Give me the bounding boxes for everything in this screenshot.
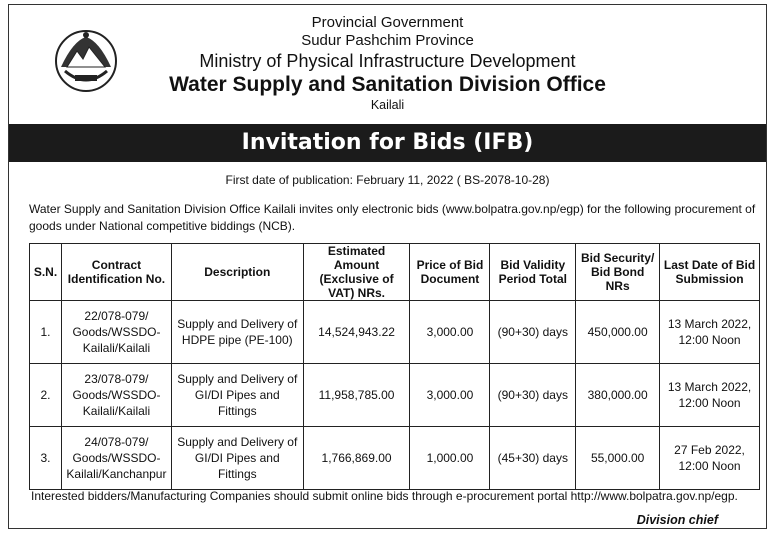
- column-header: S.N.: [30, 244, 62, 301]
- footer-note: Interested bidders/Manufacturing Companies should submit online bids through e-procurement portal http://www.bolpatra.gov.np/egp.: [31, 489, 738, 503]
- table-row: [30, 364, 760, 427]
- table-row: [30, 301, 760, 364]
- header: [9, 13, 766, 112]
- table-cell: 1,766,869.00: [303, 427, 410, 490]
- column-header: Description: [171, 244, 303, 301]
- table-cell: 3,000.00: [410, 364, 490, 427]
- table-cell: 24/078-079/ Goods/WSSDO- Kailali/Kanchanpur: [61, 427, 171, 490]
- table-header-row: [30, 244, 760, 301]
- table-cell: 380,000.00: [576, 364, 660, 427]
- title-banner: Invitation for Bids (IFB): [9, 124, 766, 162]
- table-cell: 450,000.00: [576, 301, 660, 364]
- table-cell: 13 March 2022, 12:00 Noon: [660, 301, 760, 364]
- publication-date: First date of publication: February 11, 2022 ( BS-2078-10-28): [225, 173, 550, 187]
- table-cell: (90+30) days: [490, 301, 576, 364]
- table-cell: 2.: [30, 364, 62, 427]
- bids-table: [29, 243, 760, 490]
- table-cell: 23/078-079/ Goods/WSSDO- Kailali/Kailali: [61, 364, 171, 427]
- table-cell: 1,000.00: [410, 427, 490, 490]
- header-line-government: Provincial Government: [311, 14, 464, 31]
- signature: Division chief: [636, 513, 718, 527]
- column-header: Bid Security/ Bid Bond NRs: [576, 244, 660, 301]
- column-header: Last Date of Bid Submission: [660, 244, 760, 301]
- table-cell: (90+30) days: [490, 364, 576, 427]
- table-cell: Supply and Delivery of GI/DI Pipes and Fittings: [171, 364, 303, 427]
- table-cell: 22/078-079/ Goods/WSSDO- Kailali/Kailali: [61, 301, 171, 364]
- table-cell: (45+30) days: [490, 427, 576, 490]
- table-row: [30, 427, 760, 490]
- table-cell: 3.: [30, 427, 62, 490]
- table-cell: 27 Feb 2022, 12:00 Noon: [660, 427, 760, 490]
- column-header: Estimated Amount (Exclusive of VAT) NRs.: [303, 244, 410, 301]
- table-cell: 14,524,943.22: [303, 301, 410, 364]
- table-cell: 13 March 2022, 12:00 Noon: [660, 364, 760, 427]
- table-cell: 11,958,785.00: [303, 364, 410, 427]
- header-office-name: Water Supply and Sanitation Division Office: [169, 73, 606, 96]
- header-line-province: Sudur Pashchim Province: [301, 32, 474, 49]
- notice-frame: [8, 4, 767, 529]
- table-cell: 3,000.00: [410, 301, 490, 364]
- table-cell: Supply and Delivery of HDPE pipe (PE-100): [171, 301, 303, 364]
- column-header: Price of Bid Document: [410, 244, 490, 301]
- table-cell: 55,000.00: [576, 427, 660, 490]
- column-header: Contract Identification No.: [61, 244, 171, 301]
- intro-paragraph: Water Supply and Sanitation Division Office Kailali invites only electronic bids (www.bolpatra.gov.np/egp) for the following procurement of goods under National competitive biddings (NCB).: [29, 202, 756, 233]
- column-header: Bid Validity Period Total: [490, 244, 576, 301]
- header-district: Kailali: [370, 98, 405, 112]
- table-cell: Supply and Delivery of GI/DI Pipes and Fittings: [171, 427, 303, 490]
- header-line-ministry: Ministry of Physical Infrastructure Development: [199, 51, 576, 71]
- table-cell: 1.: [30, 301, 62, 364]
